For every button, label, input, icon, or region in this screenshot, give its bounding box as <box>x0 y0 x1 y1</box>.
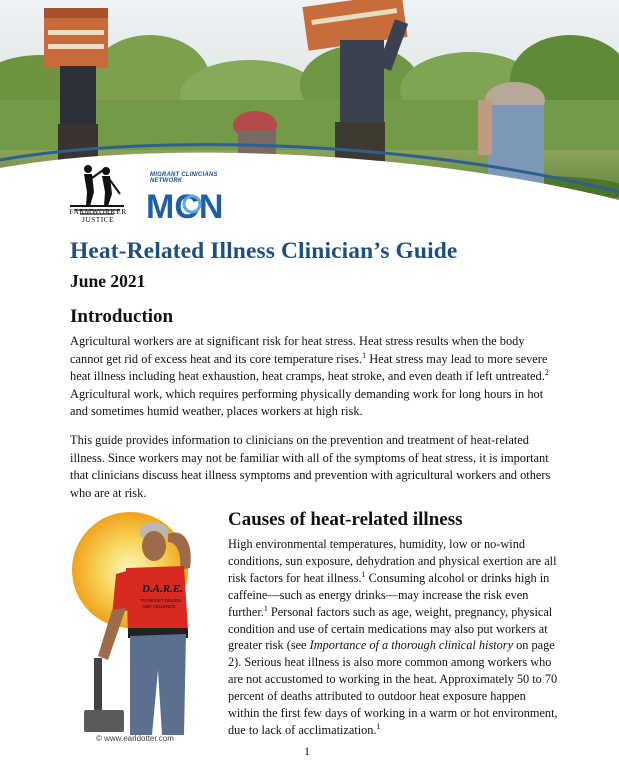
introduction-paragraph-1: Agricultural workers are at significant risk for heat stress. Heat stress results when the body cannot get rid of excess heat and its core temperature rises.$^1$ Heat stress may lead to more severe heat illness including heat exhaustion, heat cramps, heat stroke, and even death if left untreated.$^2$ Agricultural work, which requires performing physically demanding work for long hours in hot and sometimes humid weather, places workers at high risk. <box>70 334 549 419</box>
introduction-paragraph-2: This guide provides information to clinicians on the prevention and treatment of heat-related illness. Since workers may not be familiar with all of the symptoms of heat stress, it is important that clinicians discuss heat illness symptoms and prevention with agricultural workers and others who are at risk. <box>70 433 551 500</box>
photo-credit: © www.earldotter.com <box>96 734 174 743</box>
mcn-wordmark-icon <box>142 172 242 226</box>
introduction-heading: Introduction <box>70 306 174 327</box>
mcn-initials: MCN <box>146 188 224 226</box>
document-date: June 2021 <box>70 271 146 291</box>
farmworker-justice-line2: JUSTICE <box>82 215 114 224</box>
farmworker-justice-line1: FARMWORKER <box>69 207 127 216</box>
document-title: Heat-Related Illness Clinician’s Guide <box>70 238 458 264</box>
footnote-ref[interactable]: 1 <box>376 721 381 731</box>
worker-photo <box>72 510 222 735</box>
page-number: 1 <box>304 744 310 758</box>
footnote-ref[interactable]: 1 <box>361 569 366 579</box>
footnote-ref[interactable]: 1 <box>263 603 268 613</box>
worker-with-sun-illustration <box>72 510 222 735</box>
causes-paragraph: High environmental temperatures, humidity, low or no-wind conditions, sun exposure, dehydration and physical exertion are all risk factors for heat illness.$^1$ Consuming alcohol or drinks high in caffeine—such as energy drinks—may increase the risk even further.$^1$ Personal factors such as age, weight, pregnancy, physical condition and use of certain medications may also put workers at greater risk (see Importance of a thorough clinical history on page 2). Serious heat illness is also more common among workers who are not accustomed to working in the heat. Approximately 50 to 70 percent of deaths attributed to outdoor heat exposure happen within the first few days of working in a warm or hot environment, due to lack of acclimatization.$^1$ <box>228 537 558 737</box>
mcn-full-name: MIGRANT CLINICIANS NETWORK <box>150 172 218 184</box>
cross-reference-link[interactable]: Importance of a thorough clinical history <box>309 638 514 653</box>
footnote-ref[interactable]: 2 <box>544 368 549 378</box>
shirt-text-line2: TO RESIST DRUGS <box>140 598 182 603</box>
shirt-text-line3: AND VIOLENCE <box>142 604 176 609</box>
shirt-text-dare: D.A.R.E. <box>142 583 183 595</box>
footnote-ref[interactable]: 1 <box>362 350 367 360</box>
causes-heading: Causes of heat-related illness <box>228 509 463 530</box>
farmworker-justice-wordmark <box>62 208 134 224</box>
